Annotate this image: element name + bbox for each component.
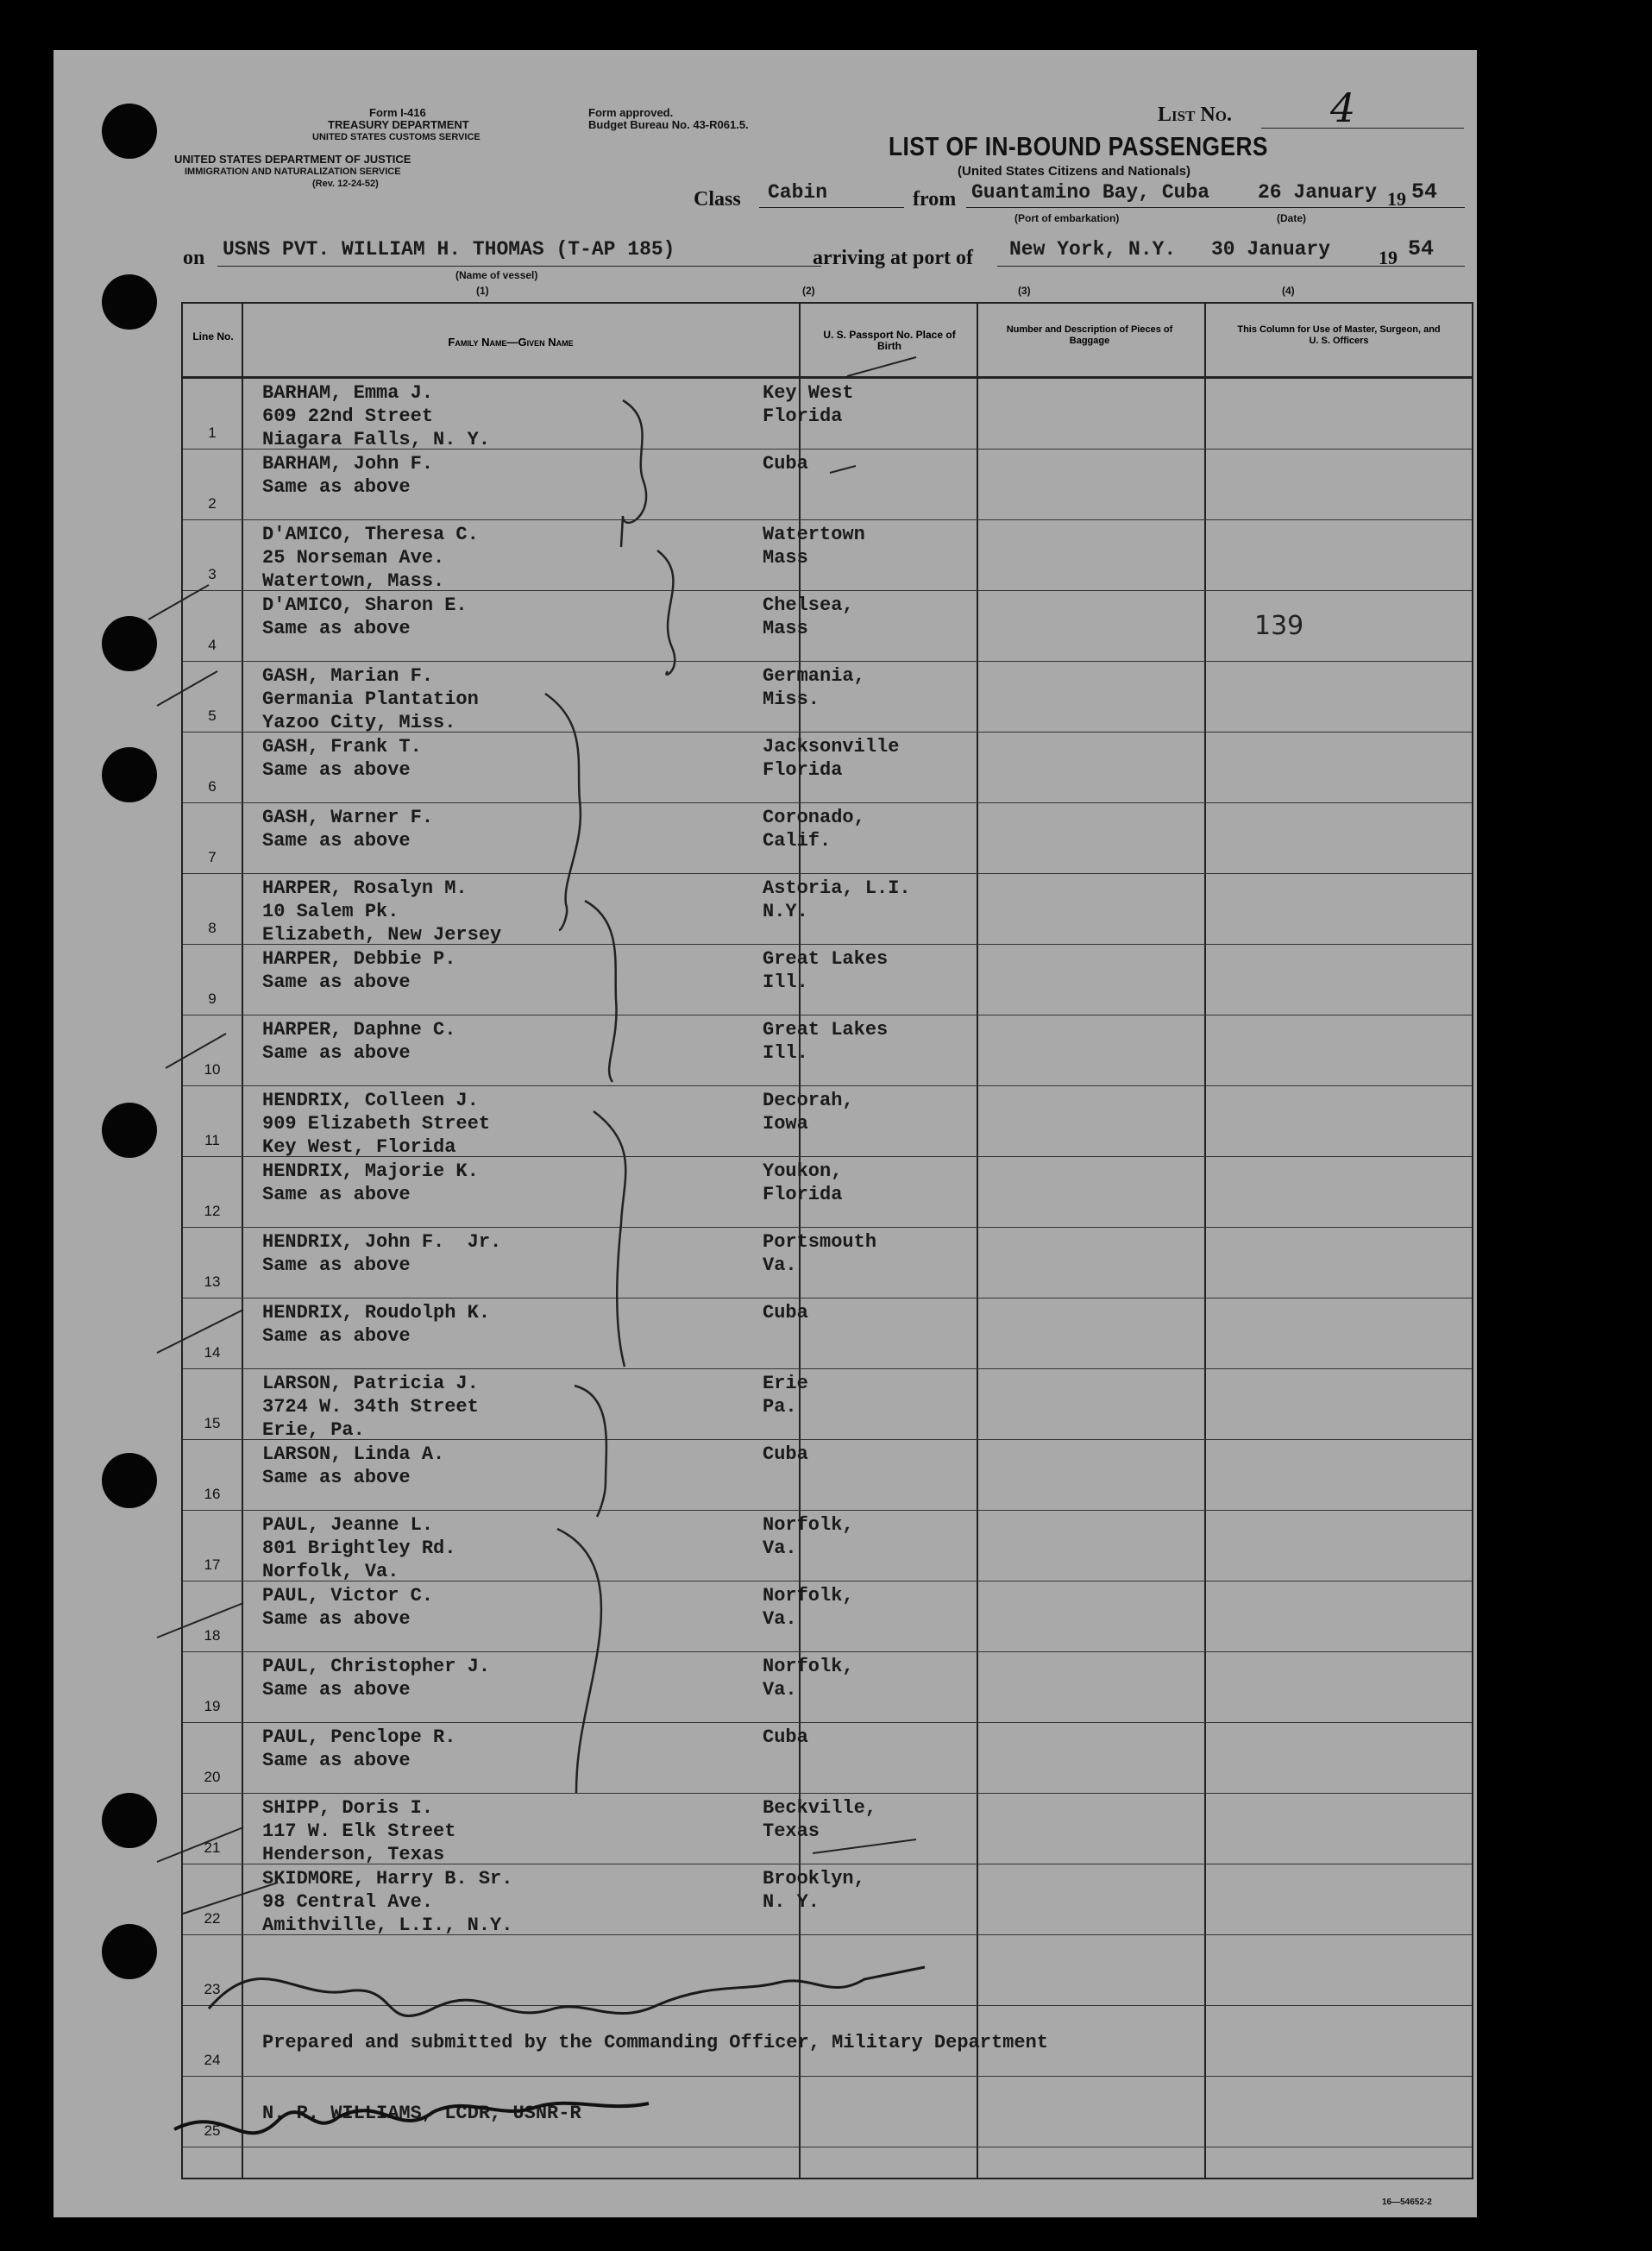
passenger-name-address: HENDRIX, Majorie K. Same as above (262, 1160, 479, 1205)
binder-hole (102, 747, 157, 802)
line-number: 17 (204, 1556, 221, 1573)
passenger-name-address: GASH, Warner F. Same as above (262, 807, 434, 852)
class-label: Class (694, 188, 741, 211)
arrival-year-prefix: 19 (1379, 247, 1398, 268)
line-number: 10 (204, 1061, 221, 1078)
place-of-birth: Norfolk, Va. (763, 1656, 854, 1701)
line-number: 7 (208, 849, 217, 865)
line-number: 9 (208, 990, 217, 1007)
place-of-birth: Germania, Miss. (763, 665, 865, 710)
line-number: 3 (208, 566, 217, 582)
column-header-officers: This Column for Use of Master, Surgeon, and U. S. Officers (1237, 324, 1441, 346)
passenger-name-address: Prepared and submitted by the Commanding Officer, Military Department (262, 2032, 1048, 2053)
line-number: 16 (204, 1486, 221, 1502)
embarkation-year-prefix: 19 (1387, 188, 1406, 210)
family-bracket-hendrix (594, 1111, 625, 1367)
passenger-name-address: BARHAM, Emma J. 609 22nd Street Niagara Falls, N. Y. (262, 382, 491, 450)
binder-hole (102, 1103, 157, 1158)
place-of-birth: Decorah, Iowa (763, 1090, 854, 1135)
column-2-number: (2) (802, 285, 815, 297)
on-label: on (183, 247, 205, 269)
passenger-name-address: GASH, Marian F. Germania Plantation Yazoo City, Miss. (262, 665, 479, 733)
line-number: 24 (204, 2052, 221, 2068)
class-value: Cabin (768, 181, 828, 204)
line-number: 22 (204, 1910, 221, 1927)
passenger-name-address: GASH, Frank T. Same as above (262, 736, 422, 781)
place-of-birth: Coronado, Calif. (763, 807, 865, 852)
form-approved: Form approved. (588, 106, 674, 119)
family-bracket-larson (575, 1386, 606, 1517)
column-header-name: Family Name—Given Name (448, 336, 574, 349)
tally-mark (157, 1827, 243, 1862)
embarkation-year: 54 (1411, 179, 1438, 204)
line-number: 15 (204, 1415, 221, 1431)
line-number: 20 (204, 1769, 221, 1785)
column-3-number: (3) (1018, 285, 1031, 297)
binder-hole (102, 104, 157, 159)
place-of-birth: Cuba (763, 1443, 808, 1465)
line-number: 4 (208, 637, 217, 653)
binder-hole (102, 274, 157, 330)
place-of-birth: Astoria, L.I. N.Y. (763, 877, 911, 922)
tally-mark (183, 1883, 278, 1914)
budget-bureau-number: Budget Bureau No. 43-R061.5. (588, 118, 749, 131)
binder-hole (102, 616, 157, 671)
passenger-manifest-page (53, 50, 1477, 2217)
passenger-name-address: D'AMICO, Sharon E. Same as above (262, 594, 468, 639)
tally-mark (157, 671, 217, 706)
column-header-line-no: Line No. (192, 330, 234, 343)
family-bracket-damico (657, 550, 675, 675)
list-no-label: List No. (1158, 104, 1232, 126)
passenger-name-address: SKIDMORE, Harry B. Sr. 98 Central Ave. Amithville, L.I., N.Y. (262, 1868, 513, 1936)
arriving-label: arriving at port of (813, 247, 973, 269)
family-bracket-barham (621, 400, 646, 547)
place-of-birth: Erie Pa. (763, 1373, 808, 1418)
place-of-birth: Great Lakes Ill. (763, 948, 889, 993)
line-number: 8 (208, 920, 217, 936)
column-1-number: (1) (476, 285, 489, 297)
revision-date: (Rev. 12-24-52) (312, 179, 379, 189)
arrival-year: 54 (1408, 236, 1435, 261)
place-of-birth: Jacksonville Florida (763, 736, 900, 781)
line-number: 23 (204, 1981, 221, 1997)
line-number: 25 (204, 2122, 221, 2139)
officer-note: 139 (1254, 611, 1304, 641)
arrival-port: New York, N.Y. (1009, 238, 1177, 261)
form-number: Form I-416 (369, 106, 426, 119)
passenger-name-address: HENDRIX, Colleen J. 909 Elizabeth Street Key West, Florida (262, 1090, 491, 1158)
passenger-name-address: HARPER, Rosalyn M. 10 Salem Pk. Elizabeth, New Jersey (262, 877, 502, 946)
form-code: 16—54652-2 (1382, 2198, 1432, 2207)
port-of-embarkation: Guantamino Bay, Cuba (971, 181, 1210, 204)
passenger-name-address: LARSON, Patricia J. 3724 W. 34th Street Erie, Pa. (262, 1373, 479, 1441)
family-bracket-harper (585, 901, 617, 1082)
passenger-name-address: SHIPP, Doris I. 117 W. Elk Street Henderson, Texas (262, 1797, 456, 1865)
vessel-caption: (Name of vessel) (455, 269, 538, 281)
place-of-birth: Norfolk, Va. (763, 1585, 854, 1630)
line-number: 18 (204, 1627, 221, 1644)
line-number: 11 (204, 1132, 220, 1148)
place-of-birth: Cuba (763, 1726, 808, 1748)
vessel-name: USNS PVT. WILLIAM H. THOMAS (T-AP 185) (223, 238, 675, 261)
passenger-name-address: PAUL, Penclope R. Same as above (262, 1726, 456, 1771)
place-of-birth: Great Lakes Ill. (763, 1019, 889, 1064)
place-of-birth: Cuba (763, 1302, 808, 1324)
column-4-number: (4) (1282, 285, 1295, 297)
handwritten-annotations (53, 50, 1477, 2217)
family-bracket-paul (557, 1529, 601, 1793)
check-mark (847, 357, 916, 376)
page-title: LIST OF IN-BOUND PASSENGERS (889, 131, 1268, 161)
signature-stroke (174, 2103, 649, 2134)
passenger-name-address: LARSON, Linda A. Same as above (262, 1443, 445, 1488)
place-of-birth: Cuba (763, 453, 808, 475)
date-caption: (Date) (1277, 212, 1307, 224)
check-mark (813, 1839, 916, 1853)
place-of-birth: Chelsea, Mass (763, 594, 854, 639)
binder-hole (102, 1924, 157, 1979)
passenger-name-address: HARPER, Debbie P. Same as above (262, 948, 456, 993)
place-of-birth: Key West Florida (763, 382, 854, 427)
arrival-date: 30 January (1211, 238, 1331, 261)
tally-mark (148, 585, 209, 619)
embarkation-date: 26 January (1258, 181, 1378, 204)
line-number: 21 (204, 1839, 221, 1856)
ins-line: IMMIGRATION AND NATURALIZATION SERVICE (185, 167, 401, 177)
line-number: 2 (208, 495, 217, 512)
passenger-name-address: HENDRIX, John F. Jr. Same as above (262, 1231, 502, 1276)
binder-hole (102, 1453, 157, 1508)
passenger-name-address: D'AMICO, Theresa C. 25 Norseman Ave. Watertown, Mass. (262, 524, 479, 592)
line-number: 19 (204, 1698, 221, 1714)
place-of-birth: Watertown Mass (763, 524, 865, 569)
list-number: 4 (1330, 85, 1356, 131)
page-subtitle: (United States Citizens and Nationals) (958, 164, 1191, 179)
line-number: 12 (204, 1203, 221, 1219)
treasury-department: TREASURY DEPARTMENT (328, 118, 469, 131)
place-of-birth: Beckville, Texas (763, 1797, 877, 1842)
tally-mark (157, 1310, 243, 1353)
check-mark (830, 466, 856, 473)
line-number: 1 (208, 424, 217, 441)
handwritten-note-stroke (209, 1967, 925, 2015)
family-bracket-gash (545, 694, 581, 930)
passenger-name-address: PAUL, Victor C. Same as above (262, 1585, 434, 1630)
tally-mark (166, 1034, 226, 1068)
place-of-birth: Portsmouth Va. (763, 1231, 877, 1276)
place-of-birth: Youkon, Florida (763, 1160, 843, 1205)
place-of-birth: Norfolk, Va. (763, 1514, 854, 1559)
passenger-name-address: N. R. WILLIAMS, LCDR, USNR-R (262, 2103, 581, 2124)
passenger-name-address: PAUL, Christopher J. Same as above (262, 1656, 491, 1701)
justice-department: UNITED STATES DEPARTMENT OF JUSTICE (174, 153, 411, 166)
line-number: 13 (204, 1273, 221, 1290)
passenger-name-address: HENDRIX, Roudolph K. Same as above (262, 1302, 491, 1347)
customs-service: UNITED STATES CUSTOMS SERVICE (312, 132, 481, 142)
line-number: 14 (204, 1344, 221, 1361)
passenger-name-address: BARHAM, John F. Same as above (262, 453, 434, 498)
from-label: from (913, 188, 957, 211)
passenger-name-address: PAUL, Jeanne L. 801 Brightley Rd. Norfolk, Va. (262, 1514, 456, 1582)
column-header-passport: U. S. Passport No. Place of Birth (823, 329, 956, 352)
port-caption: (Port of embarkation) (1014, 212, 1120, 224)
binder-hole (102, 1793, 157, 1848)
line-number: 6 (208, 778, 217, 795)
line-number: 5 (208, 707, 217, 724)
place-of-birth: Brooklyn, N. Y. (763, 1868, 865, 1913)
column-header-baggage: Number and Description of Pieces of Baggage (1006, 324, 1173, 346)
tally-mark (157, 1603, 243, 1638)
passenger-name-address: HARPER, Daphne C. Same as above (262, 1019, 456, 1064)
